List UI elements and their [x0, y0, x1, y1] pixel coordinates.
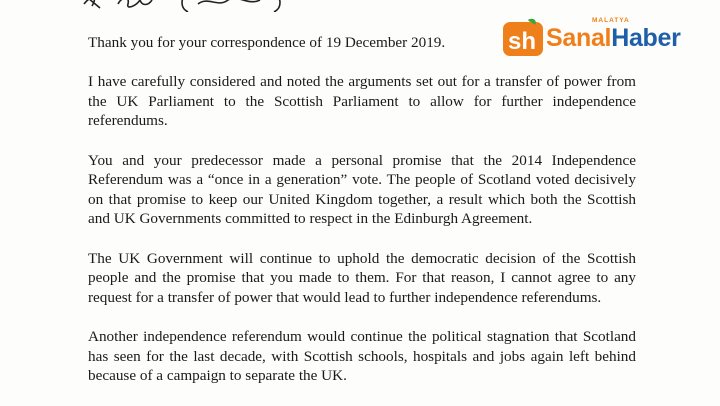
letter-paragraph-3: You and your predecessor made a personal promise that the 2014 Independence Referendum was a “once in a generation” vote. The people of Scotland voted decisively on that promise to keep our United Kingdom together, a result which both the Scottish and UK Governments committed to respect in the Edinburgh Agreement.: [88, 151, 636, 228]
sanalhaber-watermark-logo: [502, 16, 710, 60]
letter-paragraph-4: The UK Government will continue to uphold the democratic decision of the Scottish people and the promise that you made to them. For that reason, I cannot agree to any request for a transfer of power that would lead to further independence referendums.: [88, 249, 636, 306]
logo-word-sanal: Sanal: [546, 24, 612, 52]
letter-paragraph-1: Thank you for your correspondence of 19 December 2019.: [88, 34, 446, 51]
letter-body: [88, 33, 636, 405]
logo-wordmark: [546, 23, 681, 53]
logo-region-label: MALATYA: [592, 17, 630, 24]
sanalhaber-logo-icon: [502, 18, 544, 58]
letter-paragraph-2: I have carefully considered and noted the arguments set out for a transfer of power from the UK Parliament to the Scottish Parliament to allow for further independence referendums.: [88, 73, 636, 130]
svg-text:sh: sh: [508, 28, 537, 55]
logo-word-haber: Haber: [611, 24, 681, 52]
handwritten-salutation: [78, 0, 298, 12]
letter-paragraph-5: Another independence referendum would continue the political stagnation that Scotland has seen for the last decade, with Scottish schools, hospitals and jobs again left behind because of a campaign to separate the UK.: [88, 327, 636, 385]
